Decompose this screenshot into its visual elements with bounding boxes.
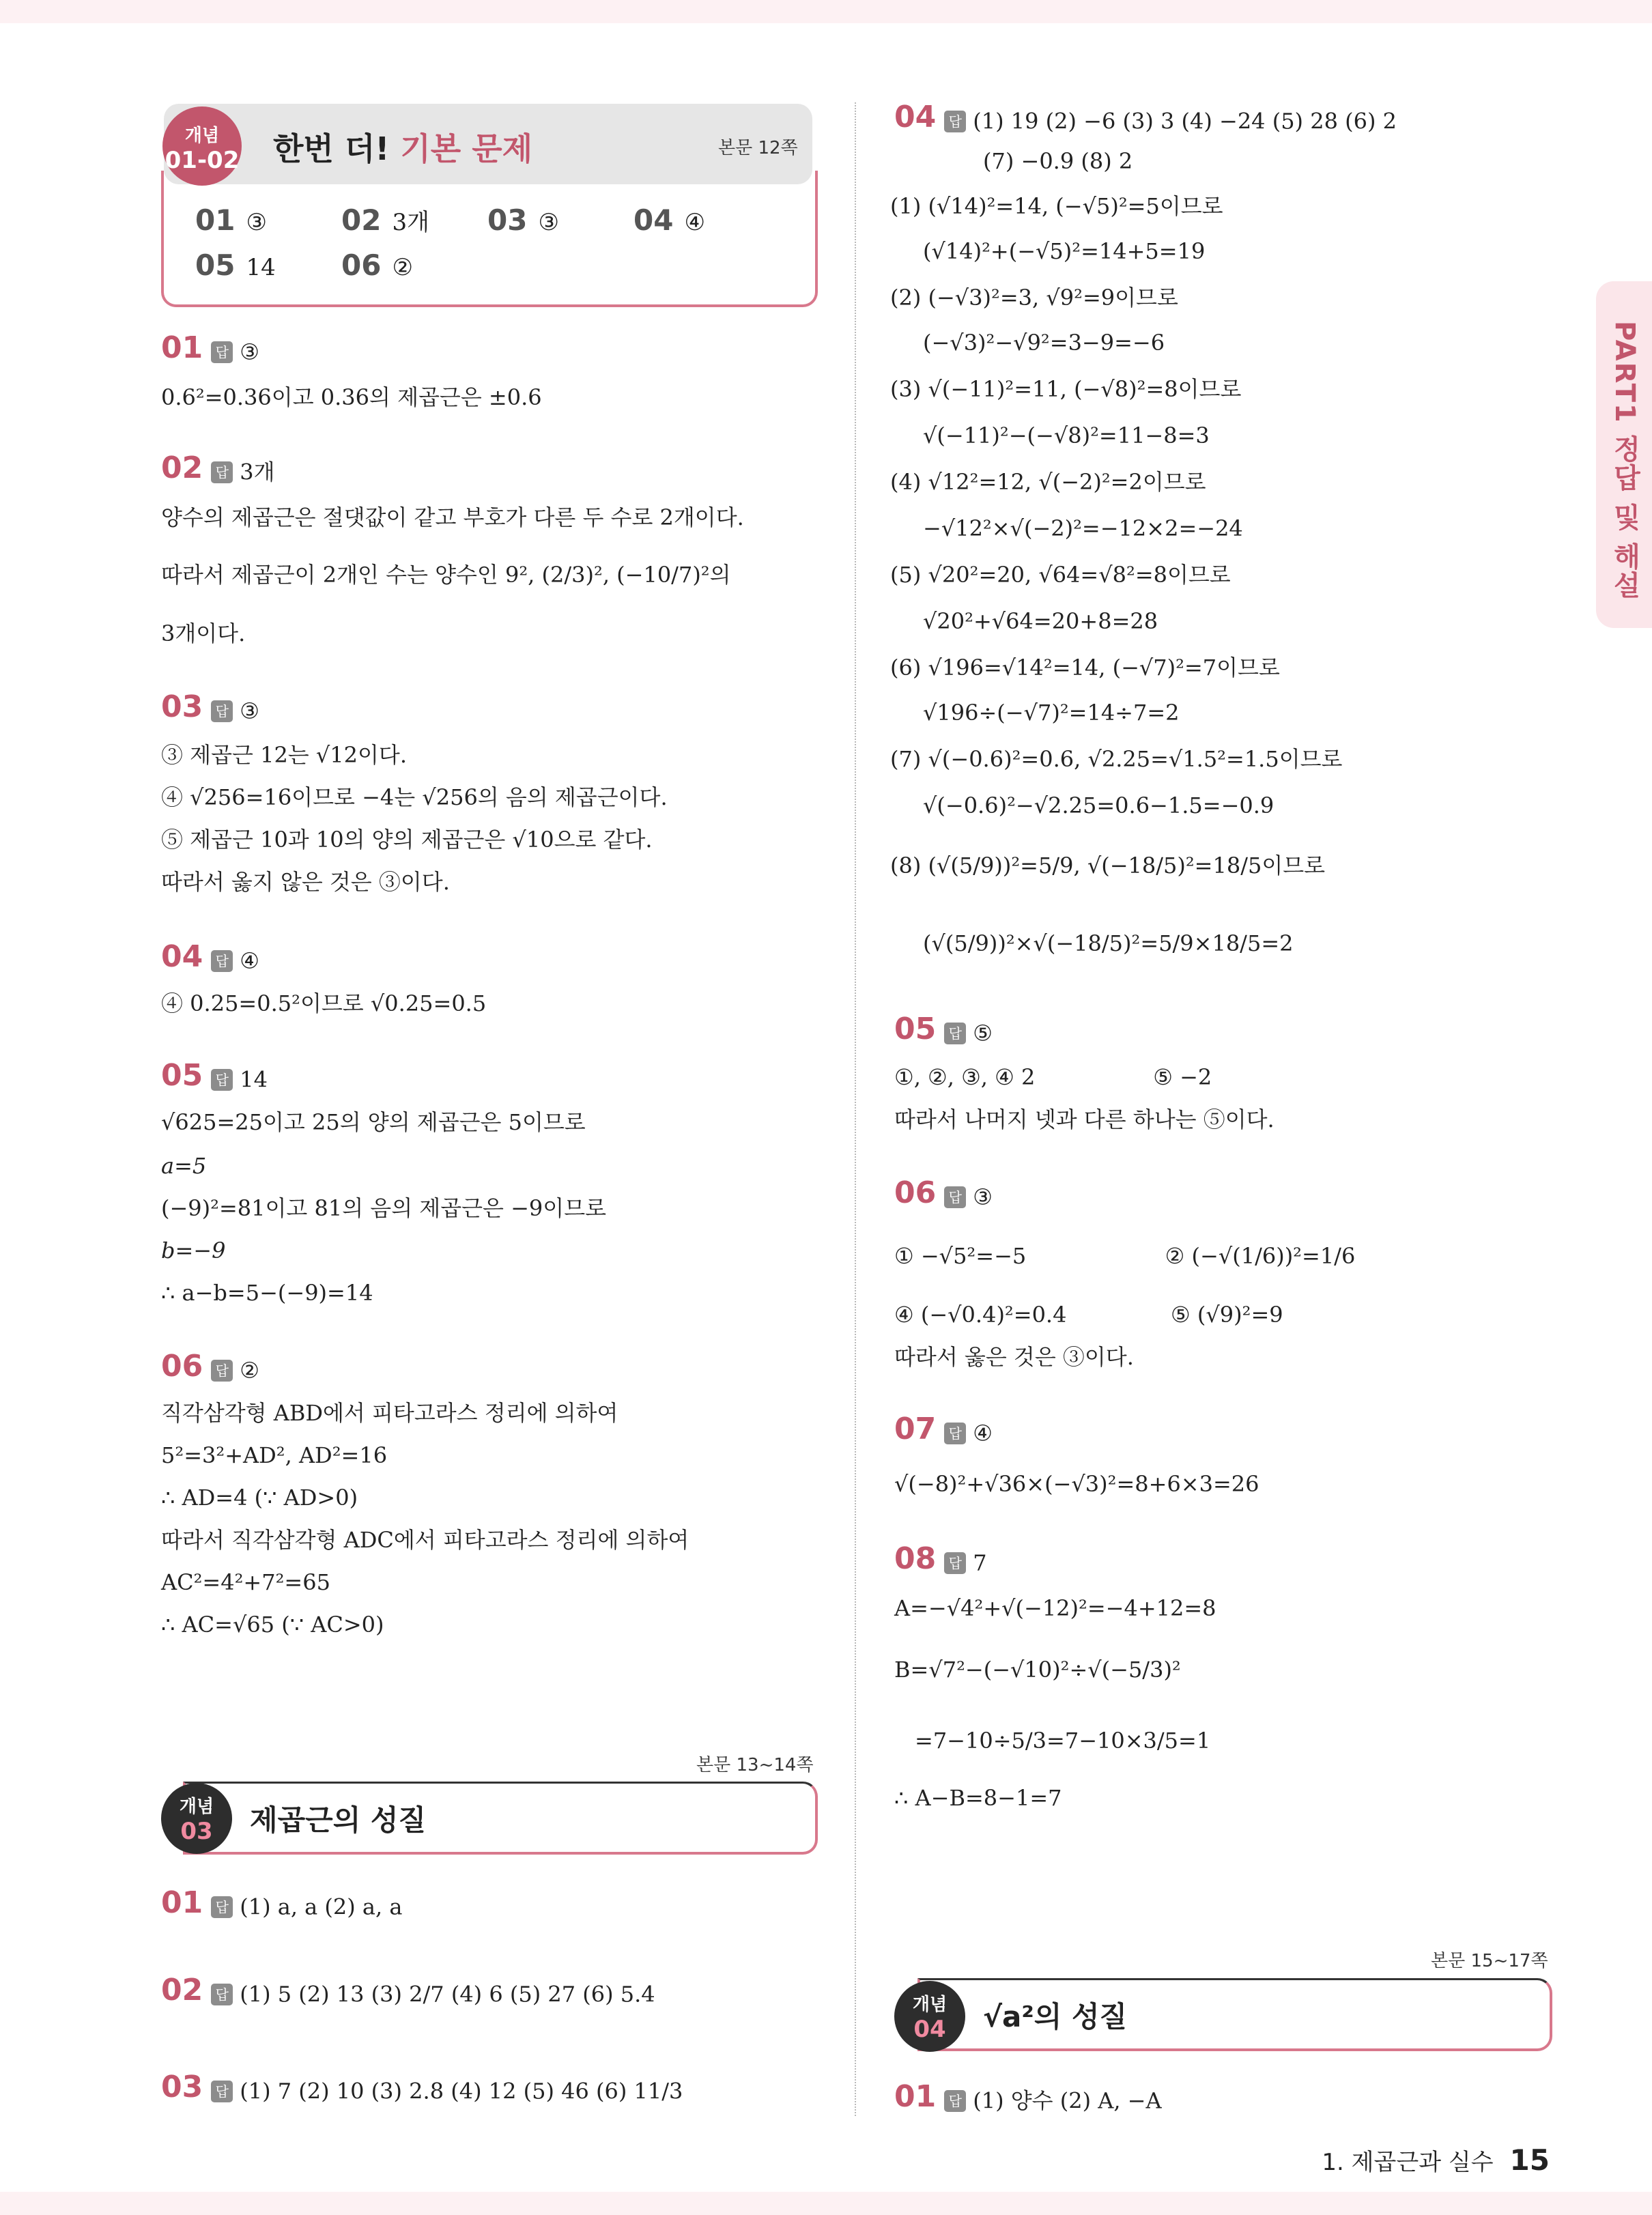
r-q06-line: 따라서 옳은 것은 ③이다. bbox=[894, 1344, 1134, 1370]
r-q04-line: (4) √12²=12, √(−2)²=2이므로 bbox=[890, 469, 1206, 495]
q05-line: ∴ a−b=5−(−9)=14 bbox=[161, 1280, 373, 1306]
bottom-strip bbox=[0, 2192, 1652, 2215]
q06-heading: 06 답 ② bbox=[161, 1349, 259, 1384]
q02-line: 3개이다. bbox=[161, 620, 246, 646]
q04-line: ④ 0.25=0.5²이므로 √0.25=0.5 bbox=[161, 990, 487, 1016]
r-q04-line: −√12²×√(−2)²=−12×2=−24 bbox=[923, 515, 1243, 541]
summary-05: 05 14 bbox=[195, 248, 276, 282]
q03-line: ⑤ 제곱근 10과 10의 양의 제곱근은 √10으로 같다. bbox=[161, 827, 653, 853]
summary-01: 01 ③ bbox=[195, 203, 267, 237]
s3-q01: 01 답 (1) 양수 (2) A, −A bbox=[894, 2079, 1162, 2114]
section2-ref: 본문 13~14쪽 bbox=[696, 1755, 814, 1775]
summary-02: 02 3개 bbox=[341, 203, 429, 237]
r-q08-line: A=−√4²+√(−12)²=−4+12=8 bbox=[894, 1595, 1216, 1621]
footer-chapter: 1. 제곱근과 실수 bbox=[1322, 2149, 1494, 2176]
badge-bottom: 03 bbox=[180, 1818, 213, 1845]
badge-top: 개념 bbox=[184, 126, 220, 146]
q05-line: a=5 bbox=[161, 1153, 207, 1179]
r-q05-line: 따라서 나머지 넷과 다른 하나는 ⑤이다. bbox=[894, 1106, 1274, 1132]
r-q04-line: √(−0.6)²−√2.25=0.6−1.5=−0.9 bbox=[923, 792, 1274, 818]
q04-heading: 04 답 ④ bbox=[161, 939, 259, 974]
r-q04-line: (8) (√(5/9))²=5/9, √(−18/5)²=18/5이므로 bbox=[890, 853, 1326, 878]
page-number: 15 bbox=[1509, 2143, 1550, 2177]
section1-badge bbox=[162, 106, 242, 186]
q02-line: 따라서 제곱근이 2개인 수는 양수인 9², (2/3)², (−10/7)²의 bbox=[161, 562, 731, 588]
summary-04: 04 ④ bbox=[633, 203, 705, 237]
summary-06: 06 ② bbox=[341, 248, 413, 282]
s2-q01: 01 답 (1) a, a (2) a, a bbox=[161, 1885, 403, 1920]
q03-line: ④ √256=16이므로 −4는 √256의 음의 제곱근이다. bbox=[161, 784, 668, 810]
r-q06-line: ④ (−√0.4)²=0.4 ⑤ (√9)²=9 bbox=[894, 1302, 1283, 1328]
title-black: 한번 더! bbox=[273, 130, 390, 167]
badge-bottom: 04 bbox=[913, 2016, 946, 2043]
title-pink: 기본 문제 bbox=[400, 130, 533, 167]
q05-line: b=−9 bbox=[161, 1238, 226, 1263]
r-q04-line: √20²+√64=20+8=28 bbox=[923, 608, 1158, 634]
r-q04-line: (6) √196=√14²=14, (−√7)²=7이므로 bbox=[890, 655, 1280, 681]
section1-answer-box bbox=[161, 171, 818, 307]
r-q05-heading: 05 답 ⑤ bbox=[894, 1012, 993, 1046]
badge-bottom: 01-02 bbox=[165, 147, 240, 174]
q01-heading: 01 답 ③ bbox=[161, 330, 259, 365]
r-q06-heading: 06 답 ③ bbox=[894, 1175, 993, 1210]
q06-line: 따라서 직각삼각형 ADC에서 피타고라스 정리에 의하여 bbox=[161, 1527, 689, 1553]
section3-title: √a²의 성질 bbox=[983, 2000, 1128, 2033]
page-footer bbox=[1322, 2143, 1550, 2177]
r-q08-line: ∴ A−B=8−1=7 bbox=[894, 1785, 1062, 1811]
q06-line: 직각삼각형 ABD에서 피타고라스 정리에 의하여 bbox=[161, 1400, 618, 1426]
r-q04-line: (7) −0.9 (8) 2 bbox=[983, 148, 1133, 174]
q06-line: AC²=4²+7²=65 bbox=[161, 1569, 330, 1595]
r-q08-line: =7−10÷5/3=7−10×3/5=1 bbox=[915, 1728, 1211, 1754]
section2-title: 제곱근의 성질 bbox=[250, 1803, 427, 1837]
column-divider bbox=[855, 102, 856, 2116]
r-q04-line: (1) (√14)²=14, (−√5)²=5이므로 bbox=[890, 193, 1223, 219]
q06-line: ∴ AC=√65 (∵ AC>0) bbox=[161, 1612, 384, 1638]
r-q04-line: (−√3)²−√9²=3−9=−6 bbox=[923, 330, 1165, 356]
summary-03: 03 ③ bbox=[487, 203, 559, 237]
r-q06-line: ① −√5²=−5 ② (−√(1/6))²=1/6 bbox=[894, 1243, 1356, 1269]
top-strip bbox=[0, 0, 1652, 23]
s2-q02: 02 답 (1) 5 (2) 13 (3) 2/7 (4) 6 (5) 27 (6) 5.4 bbox=[161, 1973, 655, 2007]
r-q05-line: ①, ②, ③, ④ 2 ⑤ −2 bbox=[894, 1064, 1212, 1090]
q05-line: (−9)²=81이고 81의 음의 제곱근은 −9이므로 bbox=[161, 1195, 607, 1221]
q01-line: 0.6²=0.36이고 0.36의 제곱근은 ±0.6 bbox=[161, 384, 542, 410]
r-q04-line: √196÷(−√7)²=14÷7=2 bbox=[923, 700, 1180, 726]
r-q07-heading: 07 답 ④ bbox=[894, 1412, 993, 1446]
r-q04-line: (2) (−√3)²=3, √9²=9이므로 bbox=[890, 285, 1178, 311]
side-tab-label: PART1 정답 및 해설 bbox=[1609, 321, 1640, 600]
r-q04-heading: 04 답 (1) 19 (2) −6 (3) 3 (4) −24 (5) 28 (6) 2 bbox=[894, 100, 1397, 134]
q05-heading: 05 답 14 bbox=[161, 1058, 268, 1093]
r-q04-line: (5) √20²=20, √64=√8²=8이므로 bbox=[890, 562, 1231, 588]
section1-ref: 본문 12쪽 bbox=[718, 138, 798, 158]
r-q04-line: (3) √(−11)²=11, (−√8)²=8이므로 bbox=[890, 376, 1242, 402]
q02-line: 양수의 제곱근은 절댓값이 같고 부호가 다른 두 수로 2개이다. bbox=[161, 504, 744, 530]
q03-line: ③ 제곱근 12는 √12이다. bbox=[161, 742, 407, 768]
badge-top: 개념 bbox=[912, 1995, 948, 2015]
section2-badge bbox=[161, 1783, 232, 1854]
r-q07-line: √(−8)²+√36×(−√3)²=8+6×3=26 bbox=[894, 1471, 1259, 1497]
q06-line: 5²=3²+AD², AD²=16 bbox=[161, 1442, 388, 1468]
s2-q03: 03 답 (1) 7 (2) 10 (3) 2.8 (4) 12 (5) 46 (6) 11/3 bbox=[161, 2070, 683, 2104]
q03-heading: 03 답 ③ bbox=[161, 689, 259, 724]
q03-line: 따라서 옳지 않은 것은 ③이다. bbox=[161, 869, 450, 895]
section3-badge bbox=[894, 1981, 965, 2052]
r-q04-line: (7) √(−0.6)²=0.6, √2.25=√1.5²=1.5이므로 bbox=[890, 746, 1343, 772]
section1-title bbox=[273, 124, 532, 169]
badge-top: 개념 bbox=[179, 1797, 214, 1817]
r-q04-line: √(−11)²−(−√8)²=11−8=3 bbox=[923, 423, 1210, 448]
r-q04-line: (√(5/9))²×√(−18/5)²=5/9×18/5=2 bbox=[923, 930, 1294, 956]
section3-ref: 본문 15~17쪽 bbox=[1431, 1951, 1548, 1971]
r-q08-line: B=√7²−(−√10)²÷√(−5/3)² bbox=[894, 1657, 1181, 1683]
q02-heading: 02 답 3개 bbox=[161, 451, 275, 485]
q05-line: √625=25이고 25의 양의 제곱근은 5이므로 bbox=[161, 1109, 586, 1135]
q06-line: ∴ AD=4 (∵ AD>0) bbox=[161, 1485, 358, 1511]
r-q04-line: (√14)²+(−√5)²=14+5=19 bbox=[923, 238, 1206, 264]
r-q08-heading: 08 답 7 bbox=[894, 1541, 987, 1576]
